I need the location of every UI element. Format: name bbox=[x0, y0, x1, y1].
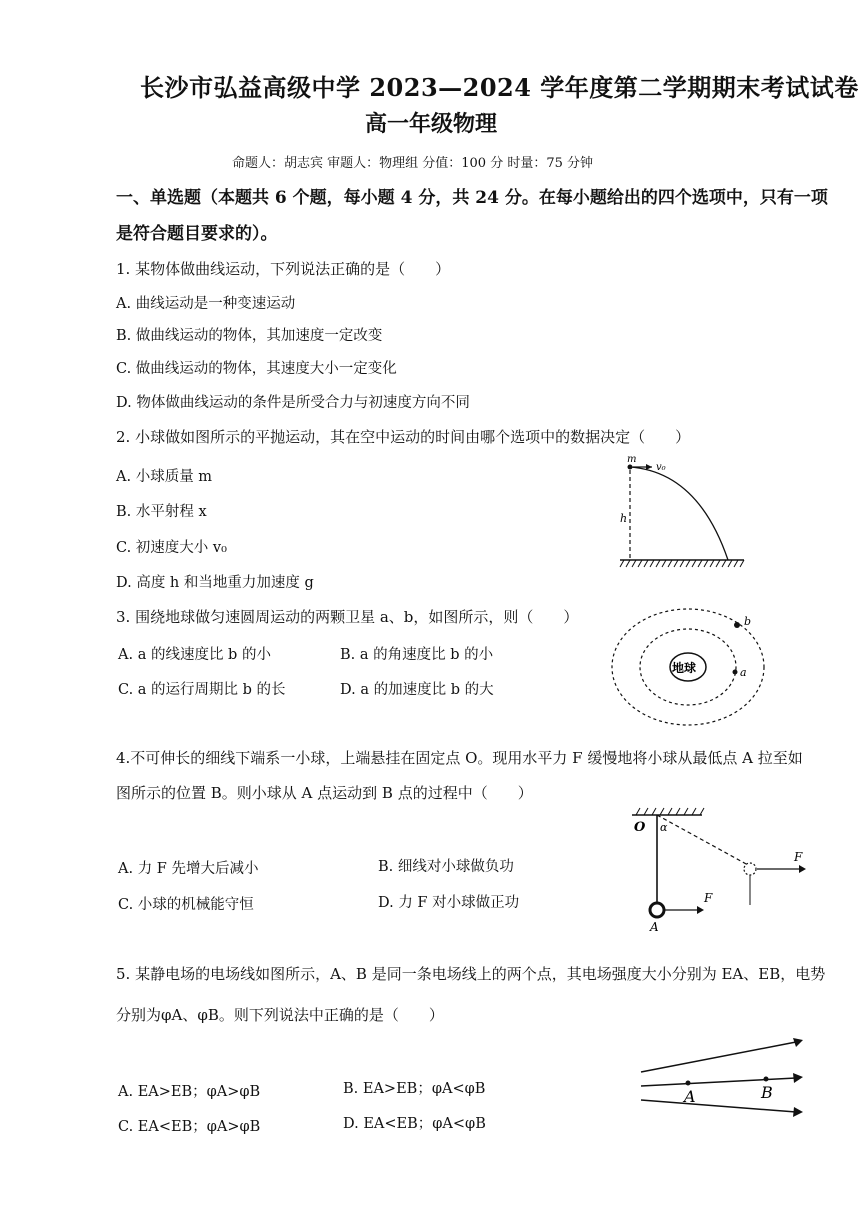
point-B bbox=[764, 1077, 769, 1082]
exam-subtitle: 高一年级物理 bbox=[365, 111, 498, 137]
section-heading-cont: 是符合题目要求的）。 bbox=[116, 224, 278, 244]
question-4-option-d: D. 力 F 对小球做正功 bbox=[378, 895, 520, 911]
exam-title: 长沙市弘益高级中学 2023—2024 学年度第二学期期末考试试卷 bbox=[140, 73, 859, 102]
question-5-option-b: B. EA>EB；φA<φB bbox=[343, 1081, 486, 1097]
question-1-option-b: B. 做曲线运动的物体，其加速度一定改变 bbox=[116, 328, 383, 344]
question-2-option-d: D. 高度 h 和当地重力加速度 g bbox=[116, 575, 314, 591]
question-2-stem: 2. 小球做如图所示的平抛运动，其在空中运动的时间由哪个选项中的数据决定（ ） bbox=[116, 428, 691, 446]
projectile-figure bbox=[618, 452, 748, 572]
section-heading: 一、单选题（本题共 6 个题，每小题 4 分，共 24 分。在每小题给出的四个选项中，只有一项 bbox=[116, 188, 828, 208]
field-line-top bbox=[641, 1042, 796, 1072]
question-3-option-a: A. a 的线速度比 b 的小 bbox=[118, 647, 271, 663]
question-3-option-c: C. a 的运行周期比 b 的长 bbox=[118, 682, 286, 698]
question-3-stem: 3. 围绕地球做匀速圆周运动的两颗卫星 a、b，如图所示，则（ ） bbox=[116, 608, 579, 626]
question-1-stem: 1. 某物体做曲线运动，下列说法正确的是（ ） bbox=[116, 260, 451, 278]
point-A bbox=[686, 1081, 691, 1086]
question-5-option-a: A. EA>EB；φA>φB bbox=[118, 1084, 261, 1100]
string-displaced bbox=[657, 815, 748, 865]
exam-meta: 命题人：胡志宾 审题人：物理组 分值：100 分 时量：75 分钟 bbox=[232, 156, 594, 171]
satellite-orbit-figure bbox=[608, 605, 778, 730]
point-B-label: B bbox=[761, 1083, 773, 1102]
question-4-stem-cont: 图所示的位置 B。则小球从 A 点运动到 B 点的过程中（ ） bbox=[116, 784, 533, 802]
satellite-b-label: b bbox=[744, 615, 752, 628]
question-4-stem: 4.不可伸长的细线下端系一小球，上端悬挂在固定点 O。现用水平力 F 缓慢地将小球从最低点 A 拉至如 bbox=[116, 749, 803, 767]
height-label: h bbox=[620, 512, 628, 525]
question-5-stem-cont: 分别为φA、φB。则下列说法中正确的是（ ） bbox=[116, 1006, 444, 1024]
question-1-option-d: D. 物体做曲线运动的条件是所受合力与初速度方向不同 bbox=[116, 395, 470, 411]
satellite-a-label: a bbox=[740, 666, 747, 679]
question-4-option-c: C. 小球的机械能守恒 bbox=[118, 897, 254, 913]
satellite-a bbox=[733, 670, 738, 675]
question-4-option-a: A. 力 F 先增大后减小 bbox=[118, 861, 259, 877]
force-F-label-lower: F bbox=[704, 891, 713, 905]
earth-label: 地球 bbox=[672, 661, 697, 675]
trajectory-curve bbox=[630, 467, 728, 560]
question-3-option-b: B. a 的角速度比 b 的小 bbox=[340, 647, 494, 663]
satellite-b bbox=[734, 622, 740, 628]
question-2-option-c: C. 初速度大小 v₀ bbox=[116, 540, 227, 556]
question-2-option-b: B. 水平射程 x bbox=[116, 504, 207, 520]
point-A-label: A bbox=[684, 1087, 696, 1106]
mass-label: m bbox=[627, 454, 637, 465]
velocity-label: v₀ bbox=[656, 462, 666, 473]
question-3-option-d: D. a 的加速度比 b 的大 bbox=[340, 682, 494, 698]
point-A-label: A bbox=[650, 920, 659, 934]
force-F-label-upper: F bbox=[794, 850, 803, 864]
question-5-option-d: D. EA<EB；φA<φB bbox=[343, 1116, 486, 1132]
question-1-option-a: A. 曲线运动是一种变速运动 bbox=[116, 296, 296, 312]
question-2-option-a: A. 小球质量 m bbox=[116, 469, 213, 485]
question-5-stem: 5. 某静电场的电场线如图所示，A、B 是同一条电场线上的两个点，其电场强度大小分别为 EA、EB，电势 bbox=[116, 965, 826, 983]
angle-alpha-label: α bbox=[660, 821, 668, 834]
ball-B bbox=[744, 863, 756, 875]
pivot-O-label: O bbox=[634, 820, 646, 835]
ball-A bbox=[650, 903, 664, 917]
question-5-option-c: C. EA<EB；φA>φB bbox=[118, 1119, 261, 1135]
electric-field-figure bbox=[636, 1030, 811, 1125]
question-1-option-c: C. 做曲线运动的物体，其速度大小一定变化 bbox=[116, 361, 397, 377]
pendulum-figure bbox=[612, 805, 812, 935]
question-4-option-b: B. 细线对小球做负功 bbox=[378, 859, 514, 875]
